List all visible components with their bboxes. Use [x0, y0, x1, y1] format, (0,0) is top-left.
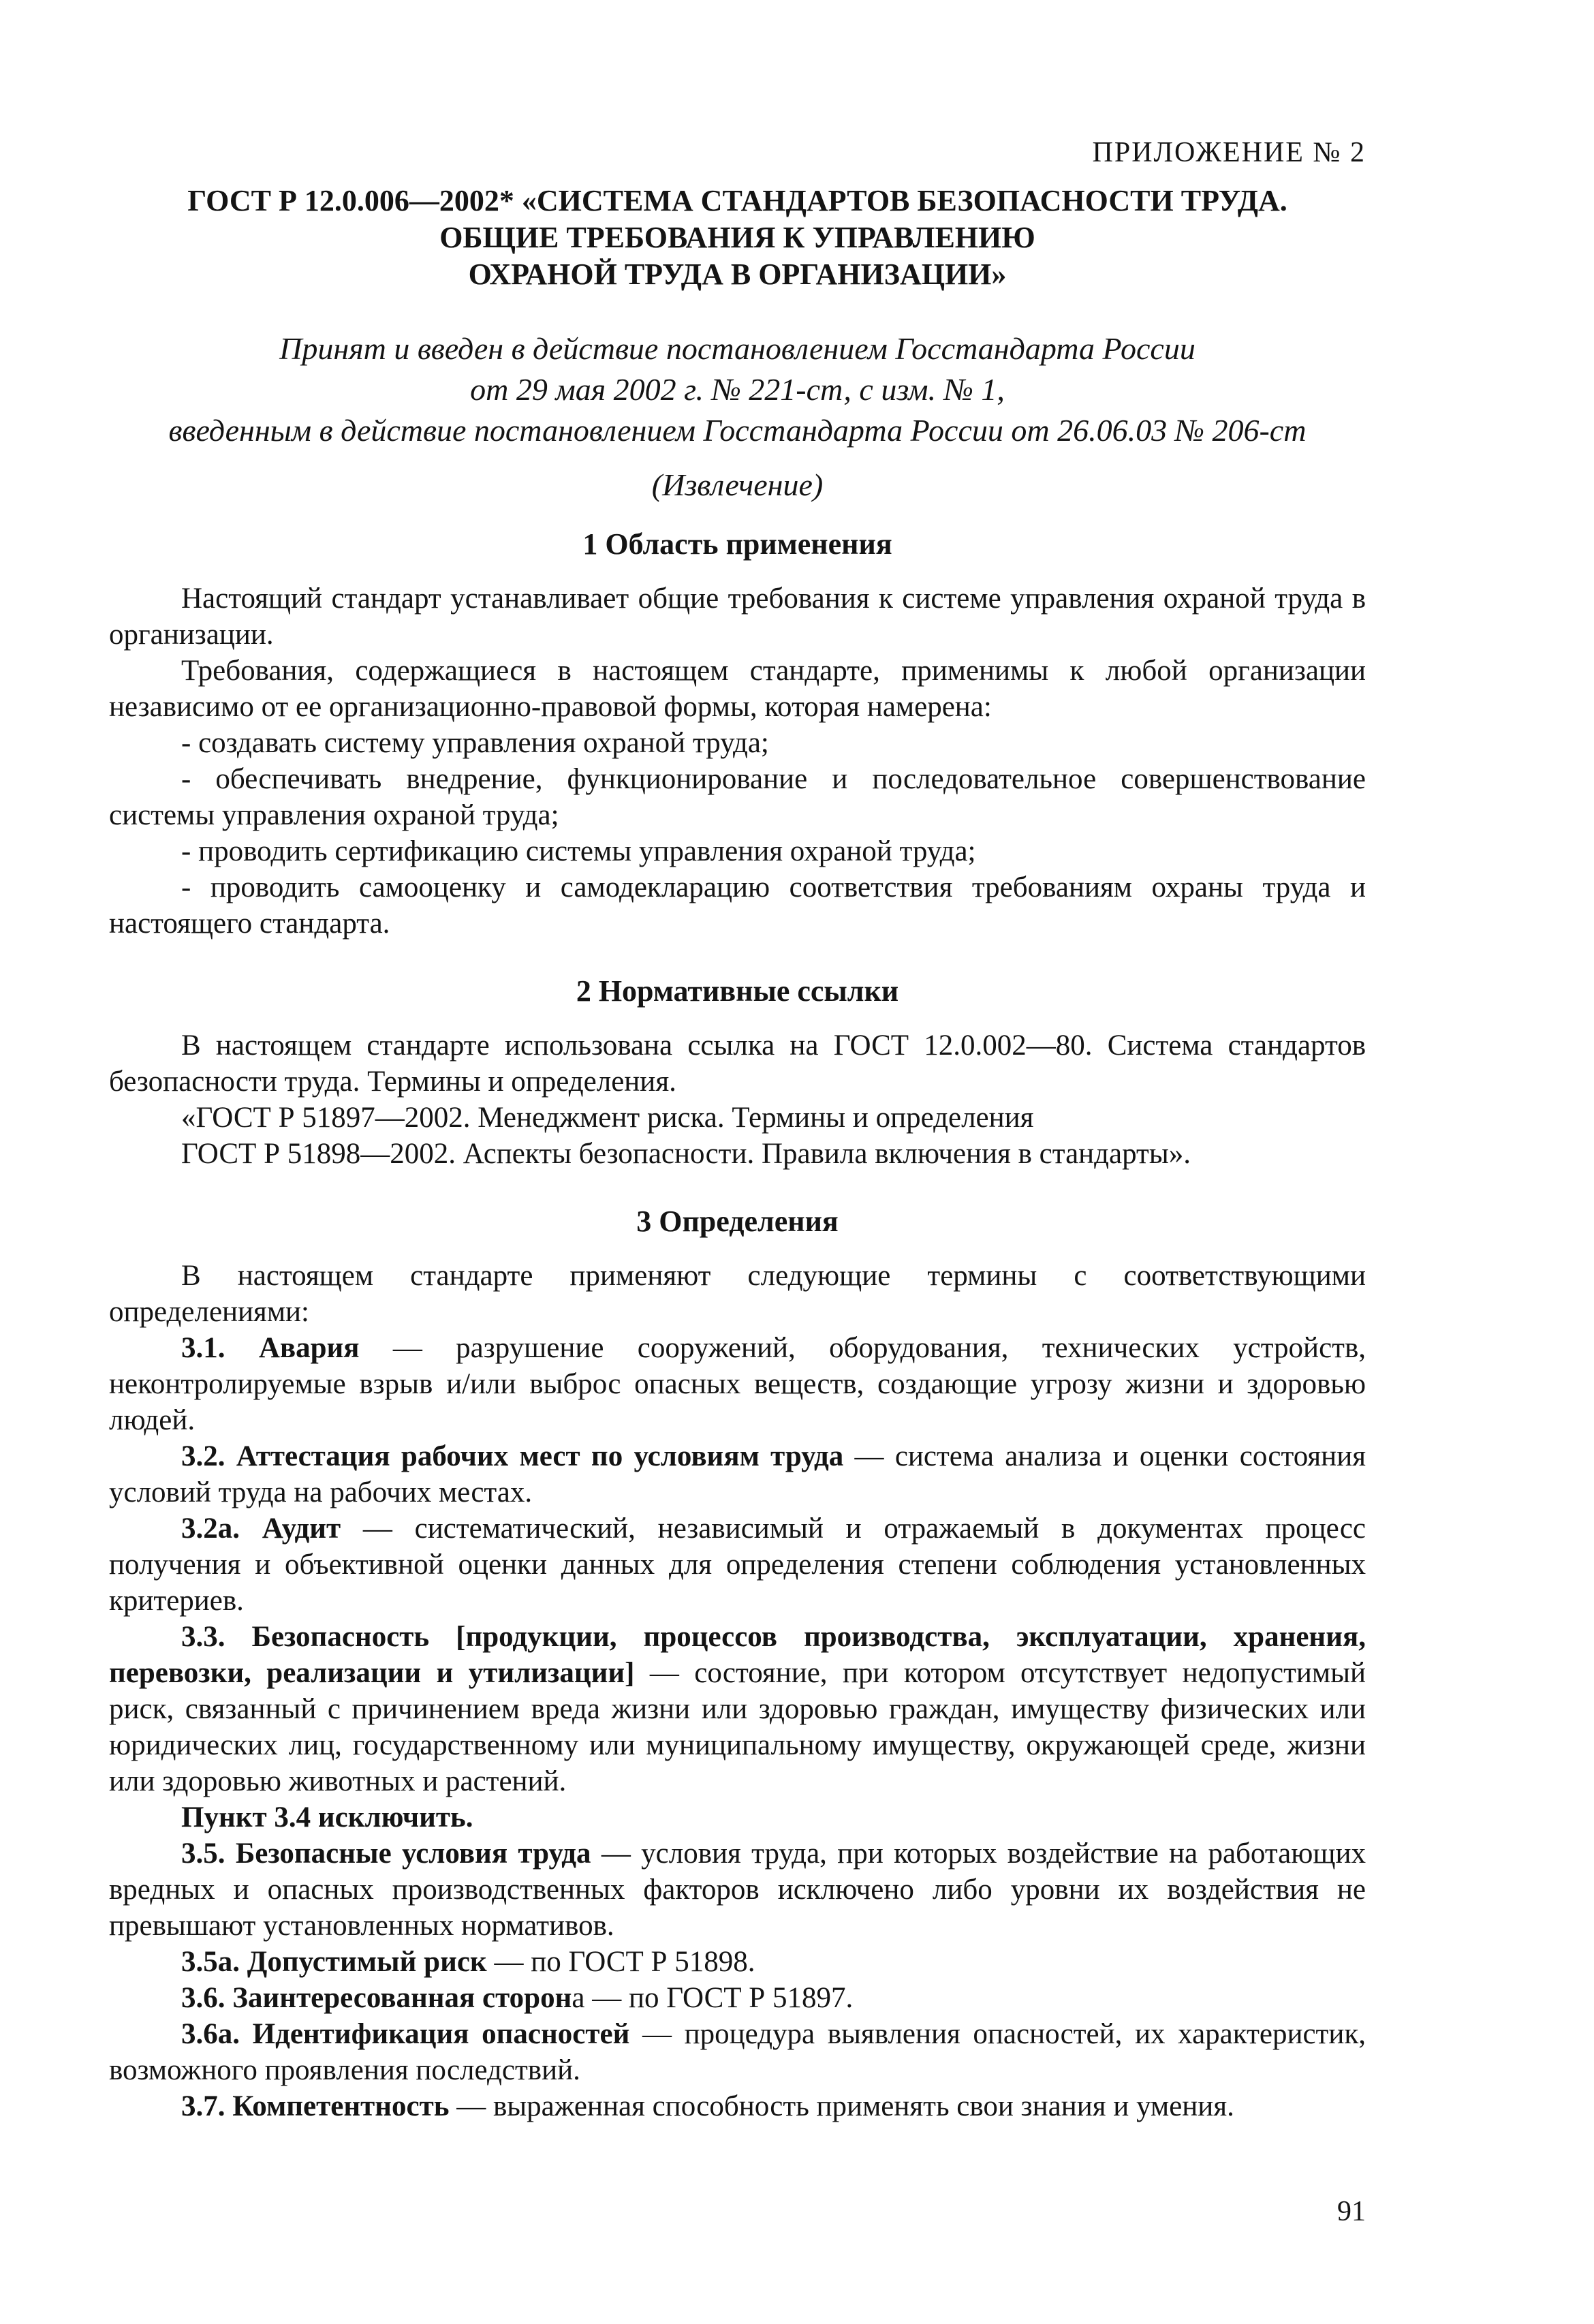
appendix-label: ПРИЛОЖЕНИЕ № 2	[1092, 137, 1366, 168]
section-heading: 2 Нормативные ссылки	[576, 974, 899, 1008]
definition-text: — система анализа и оценки состояния условий труда на рабочих местах.	[109, 1440, 1366, 1508]
definition-item	[109, 2088, 1366, 2124]
definition-item	[109, 1510, 1366, 1619]
list-item: - обеспечивать внедрение, функционирование и последовательное совершенствование системы управления охраной труда;	[109, 763, 1366, 831]
paragraph: Настоящий стандарт устанавливает общие требования к системе управления охраной труда в организации.	[109, 583, 1366, 651]
adoption-line-3: введенным в действие постановлением Госстандарта России от 26.06.03 № 206-ст	[168, 413, 1307, 448]
paragraph: ГОСТ Р 51898—2002. Аспекты безопасности. Правила включения в стандарты».	[181, 1138, 1191, 1170]
definition-term: 3.1. Авария	[181, 1332, 360, 1364]
definition-term: 3.5. Безопасные условия труда	[181, 1838, 591, 1870]
definition-term: Пункт 3.4 исключить.	[181, 1801, 473, 1833]
definition-text: а — по ГОСТ Р 51897.	[572, 1982, 854, 2014]
definition-term: 3.2. Аттестация рабочих мест по условиям труда	[181, 1440, 844, 1472]
definition-term: 3.2а. Аудит	[181, 1513, 341, 1545]
definition-item	[109, 2016, 1366, 2088]
title-line-2: ОБЩИЕ ТРЕБОВАНИЯ К УПРАВЛЕНИЮ	[439, 221, 1035, 254]
title-line-3: ОХРАНОЙ ТРУДА В ОРГАНИЗАЦИИ»	[468, 258, 1007, 291]
title-line-1: ГОСТ Р 12.0.006—2002* «СИСТЕМА СТАНДАРТОВ БЕЗОПАСНОСТИ ТРУДА.	[187, 184, 1287, 217]
section-definitions	[109, 1203, 1366, 2124]
list-item: - проводить сертификацию системы управления охраной труда;	[181, 835, 976, 867]
definition-item	[109, 1619, 1366, 1799]
definition-term: 3.6. Заинтересованная сторон	[181, 1982, 572, 2014]
list-item: - создавать систему управления охраной труда;	[181, 727, 769, 759]
definition-item	[109, 1438, 1366, 1510]
definition-term: 3.5а. Допустимый риск	[181, 1946, 487, 1978]
section-heading: 1 Область применения	[582, 527, 892, 561]
definition-item	[109, 1980, 1366, 2016]
adoption-note	[109, 328, 1366, 451]
section-references	[109, 973, 1366, 1172]
definition-term: 3.7. Компетентность	[181, 2090, 450, 2122]
definition-text: — разрушение сооружений, оборудования, технических устройств, неконтролируемые взрыв и/или выброс опасных веществ, создающие угрозу жизни и здоровью людей.	[109, 1332, 1366, 1436]
definition-text: — выраженная способность применять свои знания и умения.	[449, 2090, 1234, 2122]
definition-term: 3.3. Безопасность [продукции, процессов производства, эксплуатации, хранения, перевозки, реализации и утилизации]	[109, 1621, 1366, 1689]
page-number: 91	[1337, 2196, 1366, 2227]
definition-text: — условия труда, при которых воздействие на работающих вредных и опасных производственных факторов исключено либо уровни их воздействия не превышают установленных нормативов.	[109, 1838, 1366, 1942]
definition-item	[109, 1330, 1366, 1438]
definition-item	[109, 1799, 1366, 1835]
paragraph: Требования, содержащиеся в настоящем стандарте, применимы к любой организации независимо от ее организационно-правовой формы, которая намерена:	[109, 655, 1366, 723]
definition-term: 3.6а. Идентификация опасностей	[181, 2018, 630, 2050]
section-scope	[109, 526, 1366, 942]
definition-item	[109, 1835, 1366, 1944]
document-title	[109, 183, 1366, 293]
definition-text: — состояние, при котором отсутствует недопустимый риск, связанный с причинением вреда жизни или здоровью граждан, имуществу физических или юридических лиц, государственному или муниципальному имуществу, окружающей среде, жизни или здоровью животных и растений.	[109, 1657, 1366, 1797]
excerpt-label: (Извлечение)	[651, 467, 824, 502]
paragraph: «ГОСТ Р 51897—2002. Менеджмент риска. Термины и определения	[181, 1102, 1034, 1134]
definition-text: — систематический, независимый и отражаемый в документах процесс получения и объективной оценки данных для определения степени соблюдения установленных критериев.	[109, 1513, 1366, 1617]
adoption-line-2: от 29 мая 2002 г. № 221-ст, с изм. № 1,	[470, 372, 1005, 407]
paragraph: В настоящем стандарте использована ссылка на ГОСТ 12.0.002—80. Система стандартов безопасности труда. Термины и определения.	[109, 1029, 1366, 1098]
definition-text: — по ГОСТ Р 51898.	[486, 1946, 755, 1978]
list-item: - проводить самооценку и самодекларацию соответствия требованиям охраны труда и настоящего стандарта.	[109, 871, 1366, 940]
adoption-line-1: Принят и введен в действие постановлением Госстандарта России	[279, 331, 1196, 366]
paragraph: В настоящем стандарте применяют следующие термины с соответствующими определениями:	[109, 1260, 1366, 1328]
definition-item	[109, 1944, 1366, 1980]
document-page	[109, 136, 1366, 2124]
definition-text: — процедура выявления опасностей, их характеристик, возможного проявления последствий.	[109, 2018, 1366, 2086]
section-heading: 3 Определения	[636, 1205, 839, 1238]
